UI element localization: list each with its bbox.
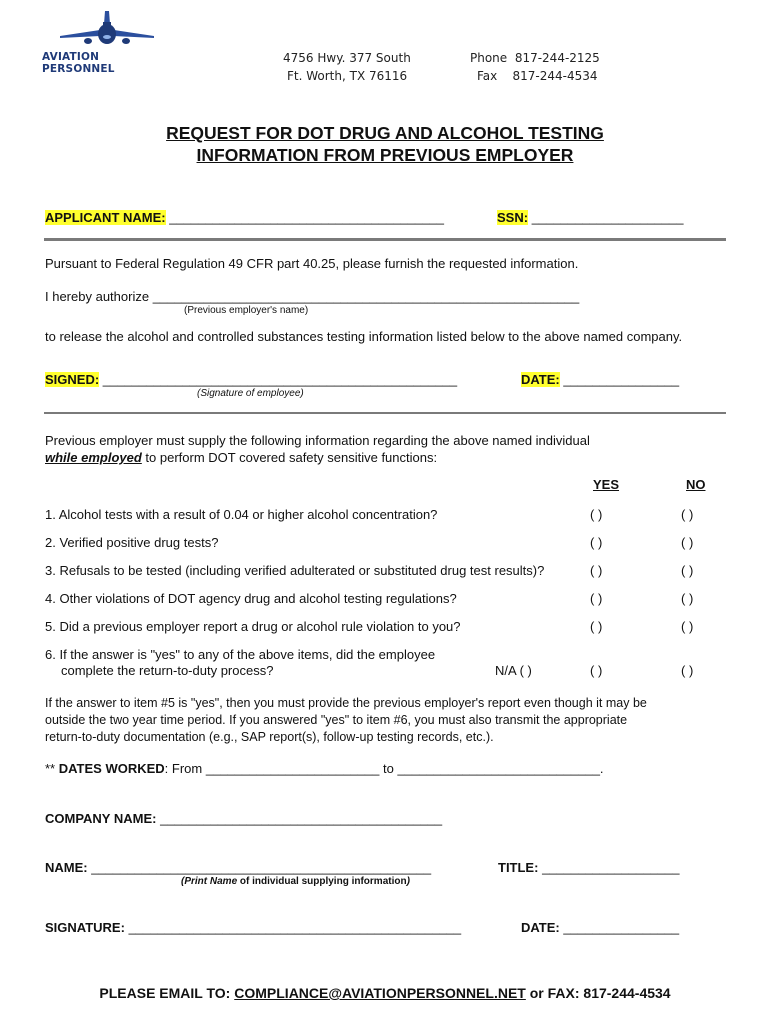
ssn-label: SSN: — [497, 210, 529, 225]
print-name-hint: (Print Name of individual supplying information) — [181, 876, 410, 887]
airplane-icon — [42, 10, 172, 52]
q1-no-checkbox[interactable]: ( ) — [681, 507, 694, 522]
authorize-label: I hereby authorize — [45, 289, 150, 304]
title-field[interactable]: ___________________ — [542, 860, 680, 875]
previous-employer-hint: (Previous employer's name) — [184, 305, 309, 316]
name-field[interactable]: _______________________________________________ — [91, 860, 432, 875]
dates-worked-label: DATES WORKED — [58, 761, 165, 776]
footer-suffix: or FAX: 817-244-4534 — [525, 985, 671, 1001]
q2-no-checkbox[interactable]: ( ) — [681, 535, 694, 550]
dates-worked-row — [45, 761, 604, 776]
applicant-name-row — [45, 210, 444, 225]
yes-column-header: YES — [593, 477, 620, 492]
question-5: 5. Did a previous employer report a drug or alcohol rule violation to you? — [45, 619, 461, 634]
form-title-line-1: REQUEST FOR DOT DRUG AND ALCOHOL TESTING — [166, 123, 604, 143]
no-column-header: NO — [686, 477, 706, 492]
signature-hint: (Signature of employee) — [197, 388, 304, 399]
applicant-name-field[interactable]: ______________________________________ — [169, 210, 444, 225]
question-6-line-1: 6. If the answer is "yes" to any of the above items, did the employee — [45, 647, 436, 662]
section-divider — [44, 238, 726, 241]
signed-date-field[interactable]: ________________ — [563, 372, 680, 387]
title-label: TITLE: — [498, 860, 539, 875]
dates-from-label: : From — [164, 761, 203, 776]
signature-row — [45, 920, 461, 935]
footer-contact — [0, 985, 770, 1001]
fax-number: 817-244-4534 — [512, 69, 598, 83]
q1-yes-checkbox[interactable]: ( ) — [590, 507, 603, 522]
q5-no-checkbox[interactable]: ( ) — [681, 619, 694, 634]
company-name-label: COMPANY NAME: — [45, 811, 157, 826]
dates-to-field[interactable]: ____________________________. — [397, 761, 604, 776]
phone-line — [470, 51, 600, 65]
ssn-row — [497, 210, 684, 225]
q6-no-checkbox[interactable]: ( ) — [681, 663, 694, 678]
dates-to-label: to — [383, 761, 394, 776]
question-4: 4. Other violations of DOT agency drug and alcohol testing regulations? — [45, 591, 457, 606]
employee-signature-field[interactable]: _________________________________________________ — [102, 372, 458, 387]
company-name-field[interactable]: _______________________________________ — [160, 811, 443, 826]
questions-intro-line-2 — [45, 450, 437, 465]
q3-no-checkbox[interactable]: ( ) — [681, 563, 694, 578]
name-label: NAME: — [45, 860, 88, 875]
authorize-row — [45, 289, 579, 304]
company-row — [45, 811, 442, 826]
address-line-2: Ft. Worth, TX 76116 — [287, 69, 408, 83]
print-name-emphasis: Print Name — [184, 876, 238, 887]
q3-yes-checkbox[interactable]: ( ) — [590, 563, 603, 578]
logo-text: AVIATION PERSONNEL — [42, 51, 115, 75]
signature-date-label: DATE: — [521, 920, 560, 935]
ssn-field[interactable]: _____________________ — [531, 210, 684, 225]
q6-yes-checkbox[interactable]: ( ) — [590, 663, 603, 678]
question-1: 1. Alcohol tests with a result of 0.04 or higher alcohol concentration? — [45, 507, 438, 522]
questions-intro-rest: to perform DOT covered safety sensitive functions: — [141, 450, 438, 465]
compliance-email-link[interactable]: COMPLIANCE@AVIATIONPERSONNEL.NET — [234, 985, 526, 1001]
previous-employer-field[interactable]: ___________________________________________________________ — [152, 289, 580, 304]
questions-intro-line-1: Previous employer must supply the following information regarding the above named individual — [45, 433, 590, 448]
signed-date-row — [521, 372, 679, 387]
signature-date-field[interactable]: ________________ — [563, 920, 680, 935]
note-line-3: return-to-duty documentation (e.g., SAP report(s), follow-up testing records, etc.). — [45, 730, 494, 744]
dates-worked-prefix: ** — [45, 761, 59, 776]
signed-label: SIGNED: — [45, 372, 100, 387]
dates-from-field[interactable]: ________________________ — [205, 761, 380, 776]
fax-line — [477, 69, 598, 83]
footer-prefix: PLEASE EMAIL TO: — [99, 985, 235, 1001]
phone-label: Phone — [470, 51, 508, 65]
applicant-name-label: APPLICANT NAME: — [45, 210, 166, 225]
signature-label: SIGNATURE: — [45, 920, 125, 935]
signed-row — [45, 372, 457, 387]
note-line-2: outside the two year time period. If you answered "yes" to item #6, you must also transmit the appropriate — [45, 713, 628, 727]
q2-yes-checkbox[interactable]: ( ) — [590, 535, 603, 550]
company-logo — [42, 10, 172, 75]
address-line-1: 4756 Hwy. 377 South — [283, 51, 411, 65]
question-3: 3. Refusals to be tested (including verified adulterated or substituted drug test results)? — [45, 563, 545, 578]
release-text: to release the alcohol and controlled substances testing information listed below to the above named company. — [45, 329, 683, 344]
regulation-text: Pursuant to Federal Regulation 49 CFR part 40.25, please furnish the requested information. — [45, 256, 579, 271]
while-employed-emphasis: while employed — [45, 450, 142, 465]
signed-date-label: DATE: — [521, 372, 560, 387]
title-row — [498, 860, 679, 875]
signature-field[interactable]: ______________________________________________ — [128, 920, 462, 935]
signature-date-row — [521, 920, 679, 935]
question-6-line-2: complete the return-to-duty process? — [61, 663, 274, 678]
q5-yes-checkbox[interactable]: ( ) — [590, 619, 603, 634]
q6-na-checkbox[interactable]: N/A ( ) — [495, 663, 532, 678]
fax-label: Fax — [477, 69, 498, 83]
note-line-1: If the answer to item #5 is "yes", then you must provide the previous employer's report even though it may be — [45, 696, 647, 710]
form-title-line-2: INFORMATION FROM PREVIOUS EMPLOYER — [196, 145, 574, 165]
phone-number: 817-244-2125 — [514, 51, 600, 65]
q4-no-checkbox[interactable]: ( ) — [681, 591, 694, 606]
section-divider — [44, 412, 726, 414]
name-row — [45, 860, 431, 875]
q4-yes-checkbox[interactable]: ( ) — [590, 591, 603, 606]
question-2: 2. Verified positive drug tests? — [45, 535, 219, 550]
